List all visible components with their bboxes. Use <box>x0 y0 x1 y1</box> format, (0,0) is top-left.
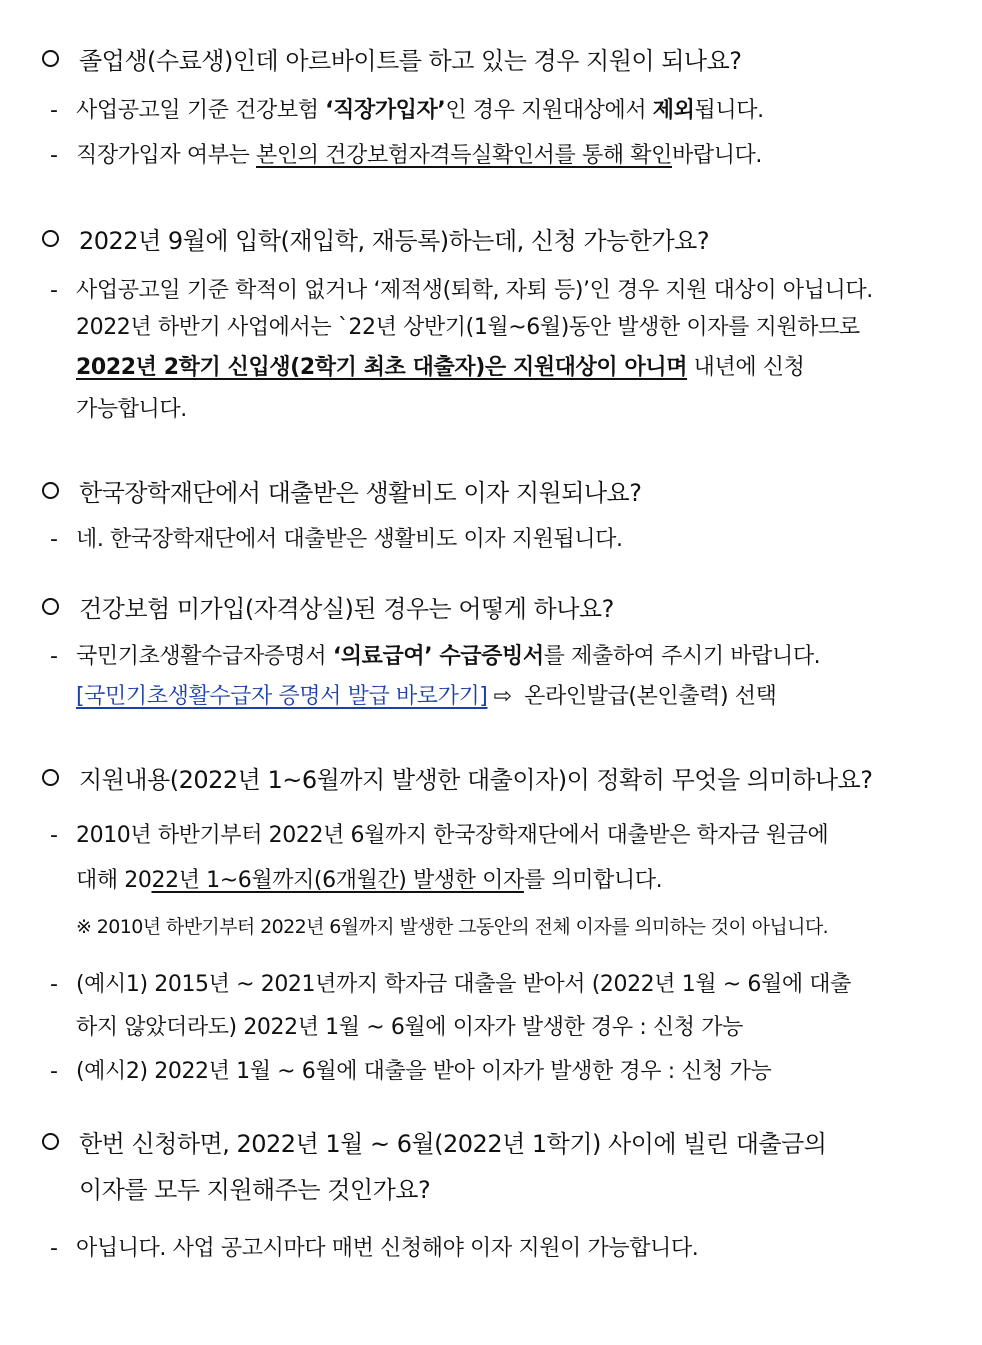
dash-bullet: - <box>50 1059 58 1084</box>
question-line-1: 한번 신청하면, 2022년 1월 ~ 6월(2022년 1학기) 사이에 빌린 대출금의 <box>79 1130 827 1158</box>
answer-emphasis: ‘직장가입자’ <box>325 98 446 123</box>
faq-question-2 <box>42 218 942 264</box>
answer-text: 를 제출하여 주시기 바랍니다. <box>543 644 821 669</box>
faq-question-3 <box>42 470 942 516</box>
note-text: ※ 2010년 하반기부터 2022년 6월까지 발생한 그동안의 전체 이자를 의미하는 것이 아닙니다. <box>76 916 829 938</box>
faq-answer-3-line-1 <box>50 517 942 562</box>
answer-text: 2010년 하반기부터 2022년 6월까지 한국장학재단에서 대출받은 학자금 원금에 <box>76 823 829 848</box>
question-text: 한국장학재단에서 대출받은 생활비도 이자 지원되나요? <box>79 479 642 507</box>
faq-answer-5-example-2 <box>50 1049 942 1094</box>
example-text: (예시2) 2022년 1월 ~ 6월에 대출을 받아 이자가 발생한 경우 : 신청 가능 <box>76 1059 772 1084</box>
faq-answer-5-line-1 <box>50 813 942 858</box>
faq-question-4 <box>42 586 942 632</box>
faq-answer-5-line-2 <box>50 858 968 903</box>
dash-bullet: - <box>50 143 58 168</box>
arrow-right-icon: ⇨ <box>493 684 512 709</box>
circle-bullet-icon <box>42 482 59 499</box>
circle-bullet-icon <box>42 230 59 247</box>
faq-answer-5-example-1-cont <box>50 1005 968 1050</box>
faq-answer-5-example-1 <box>50 962 942 1007</box>
faq-answer-5-note <box>50 905 968 950</box>
answer-text: 직장가입자 여부는 <box>76 143 257 168</box>
dash-bullet: - <box>50 278 58 303</box>
answer-text: 를 의미합니다. <box>523 868 663 893</box>
circle-bullet-icon <box>42 50 59 67</box>
faq-answer-2-line-4 <box>50 387 968 432</box>
certificate-issue-link[interactable]: [국민기초생활수급자 증명서 발급 바로가기] <box>76 684 488 709</box>
answer-text: 됩니다. <box>694 98 764 123</box>
answer-text: 바랍니다. <box>672 143 763 168</box>
faq-answer-2-line-3 <box>50 345 968 390</box>
dash-bullet: - <box>50 527 58 552</box>
answer-text: 대해 20 <box>76 868 152 893</box>
faq-answer-4-line-1 <box>50 634 942 679</box>
answer-text: 아닙니다. 사업 공고시마다 매번 신청해야 이자 지원이 가능합니다. <box>76 1236 699 1261</box>
faq-question-6 <box>42 1121 942 1213</box>
answer-text: 네. 한국장학재단에서 대출받은 생활비도 이자 지원됩니다. <box>76 527 623 552</box>
answer-text: 온라인발급(본인출력) 선택 <box>517 684 777 709</box>
faq-question-5 <box>42 757 942 803</box>
example-text: 하지 않았더라도) 2022년 1월 ~ 6월에 이자가 발생한 경우 : 신청 가능 <box>76 1015 743 1040</box>
answer-emphasis: ‘의료급여’ 수급증빙서 <box>332 644 544 669</box>
answer-emphasis: 제외 <box>652 98 695 123</box>
faq-question-1 <box>42 38 942 84</box>
answer-underlined: 본인의 건강보험자격득실확인서를 통해 확인 <box>256 143 672 168</box>
faq-answer-1-line-2 <box>50 133 942 178</box>
answer-text: 인 경우 지원대상에서 <box>445 98 653 123</box>
circle-bullet-icon <box>42 769 59 786</box>
faq-answer-2-line-2 <box>50 305 968 350</box>
answer-underlined: 22년 1~6월까지(6개월간) 발생한 이자 <box>151 868 524 893</box>
answer-text: 내년에 신청 <box>687 355 805 380</box>
circle-bullet-icon <box>42 1133 59 1150</box>
answer-text: 사업공고일 기준 건강보험 <box>76 98 326 123</box>
question-text: 지원내용(2022년 1~6월까지 발생한 대출이자)이 정확히 무엇을 의미하나요? <box>79 766 873 794</box>
faq-answer-6-line-1 <box>50 1226 942 1271</box>
dash-bullet: - <box>50 1236 58 1261</box>
dash-bullet: - <box>50 972 58 997</box>
question-text: 건강보험 미가입(자격상실)된 경우는 어떻게 하나요? <box>79 595 614 623</box>
circle-bullet-icon <box>42 598 59 615</box>
answer-text: 가능합니다. <box>76 397 187 422</box>
answer-text: 2022년 하반기 사업에서는 `22년 상반기(1월~6월)동안 발생한 이자를 지원하므로 <box>76 315 860 340</box>
answer-text: 국민기초생활수급자증명서 <box>76 644 333 669</box>
answer-text: 사업공고일 기준 학적이 없거나 ‘제적생(퇴학, 자퇴 등)’인 경우 지원 대상이 아닙니다. <box>76 278 873 303</box>
faq-answer-4-line-2 <box>50 674 968 719</box>
question-line-2: 이자를 모두 지원해주는 것인가요? <box>79 1176 431 1204</box>
question-text: 졸업생(수료생)인데 아르바이트를 하고 있는 경우 지원이 되나요? <box>79 47 742 75</box>
dash-bullet: - <box>50 98 58 123</box>
dash-bullet: - <box>50 644 58 669</box>
dash-bullet: - <box>50 823 58 848</box>
faq-answer-1-line-1 <box>50 88 942 133</box>
example-text: (예시1) 2015년 ~ 2021년까지 학자금 대출을 받아서 (2022년 1월 ~ 6월에 대출 <box>76 972 851 997</box>
question-text <box>79 1121 942 1213</box>
answer-underlined: 2022년 2학기 신입생(2학기 최초 대출자)은 지원대상이 아니며 <box>76 355 688 380</box>
question-text: 2022년 9월에 입학(재입학, 재등록)하는데, 신청 가능한가요? <box>79 227 710 255</box>
